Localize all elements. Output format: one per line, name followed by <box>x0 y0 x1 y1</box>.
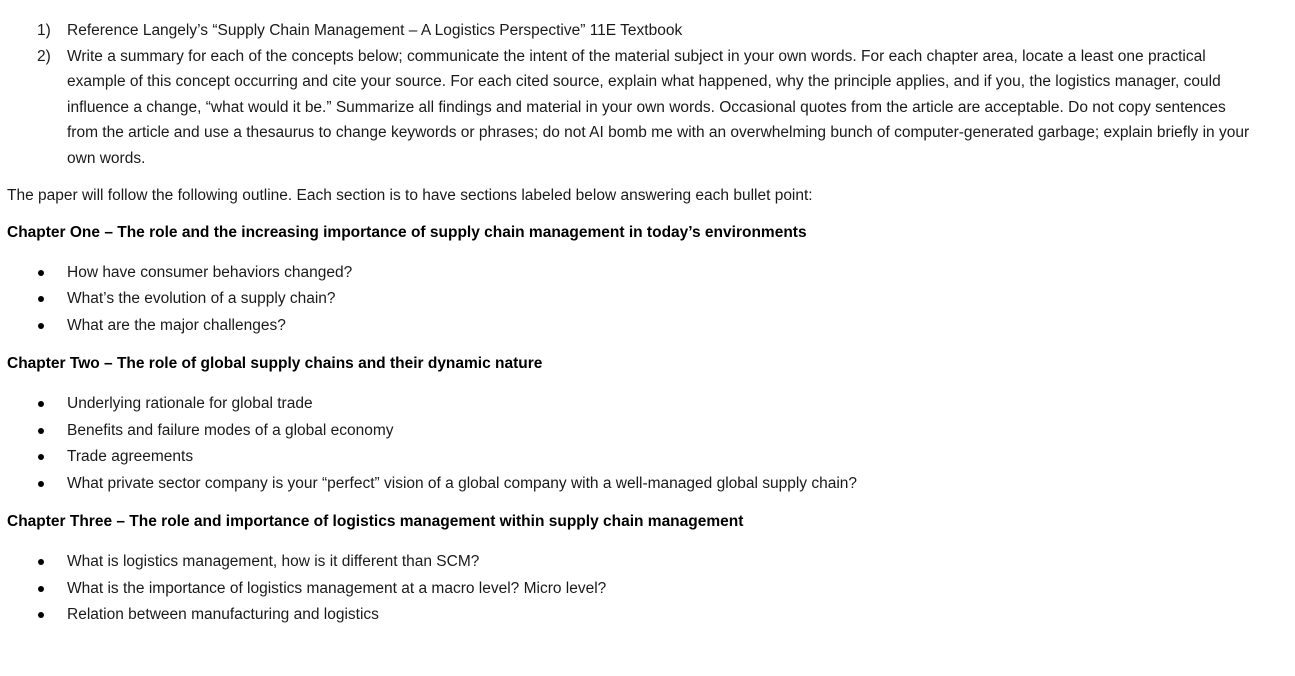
list-item <box>7 602 1287 629</box>
chapter-one-bullets <box>7 260 1287 340</box>
list-number: 1) <box>37 22 51 39</box>
bullet-text: Underlying rationale for global trade <box>67 395 313 413</box>
list-item <box>7 260 1287 287</box>
list-item <box>7 313 1287 340</box>
chapter-three-bullets <box>7 549 1287 629</box>
bullet-text: Trade agreements <box>67 448 194 466</box>
bullet-text: How have consumer behaviors changed? <box>67 263 353 281</box>
bullet-text: What is the importance of logistics management at a macro level? Micro level? <box>67 579 607 597</box>
bullet-icon <box>38 454 44 460</box>
bullet-text: What’s the evolution of a supply chain? <box>67 290 336 308</box>
bullet-text: What are the major challenges? <box>67 316 286 334</box>
list-item <box>7 444 1287 471</box>
instruction-item <box>7 18 1257 44</box>
list-item <box>7 418 1287 445</box>
chapter-three-heading: Chapter Three – The role and importance of logistics management within supply chain management <box>7 513 744 531</box>
instruction-text: Reference Langely’s “Supply Chain Management – A Logistics Perspective” 11E Textbook <box>67 22 683 39</box>
bullet-icon <box>38 586 44 592</box>
bullet-text: Benefits and failure modes of a global economy <box>67 421 394 439</box>
bullet-text: Relation between manufacturing and logistics <box>67 606 379 624</box>
bullet-text: What is logistics management, how is it different than SCM? <box>67 553 480 571</box>
instruction-text: Write a summary for each of the concepts below; communicate the intent of the material subject in your own words. For each chapter area, locate a least one practical example of this concept occurring and cite your source. For each cited source, explain what happened, why the principle applies, and if you, the logistics manager, could influence a change, “what would it be.” Summarize all findings and material in your own words. Occasional quotes from the article are acceptable. Do not copy sentences from the article and use a thesaurus to change keywords or phrases; do not AI bomb me with an overwhelming bunch of computer-generated garbage; explain briefly in your own words. <box>67 47 1250 167</box>
instructions-list <box>7 18 1287 172</box>
bullet-icon <box>38 323 44 329</box>
list-item <box>7 286 1287 313</box>
list-number: 2) <box>37 47 51 65</box>
bullet-icon <box>38 559 44 565</box>
bullet-icon <box>38 296 44 302</box>
list-item <box>7 471 1287 498</box>
bullet-text: What private sector company is your “perfect” vision of a global company with a well-managed global supply chain? <box>67 474 858 492</box>
chapter-two-heading: Chapter Two – The role of global supply chains and their dynamic nature <box>7 355 543 373</box>
list-item <box>7 576 1287 603</box>
chapter-one-heading: Chapter One – The role and the increasing importance of supply chain management in today’s environments <box>7 223 807 241</box>
list-item <box>7 549 1287 576</box>
bullet-icon <box>38 270 44 276</box>
outline-intro: The paper will follow the following outline. Each section is to have sections labeled below answering each bullet point: <box>7 186 813 204</box>
document-body <box>7 18 1287 629</box>
instruction-item <box>7 44 1257 172</box>
list-item <box>7 391 1287 418</box>
bullet-icon <box>38 401 44 407</box>
bullet-icon <box>38 481 44 487</box>
bullet-icon <box>38 612 44 618</box>
chapter-two-bullets <box>7 391 1287 497</box>
bullet-icon <box>38 428 44 434</box>
